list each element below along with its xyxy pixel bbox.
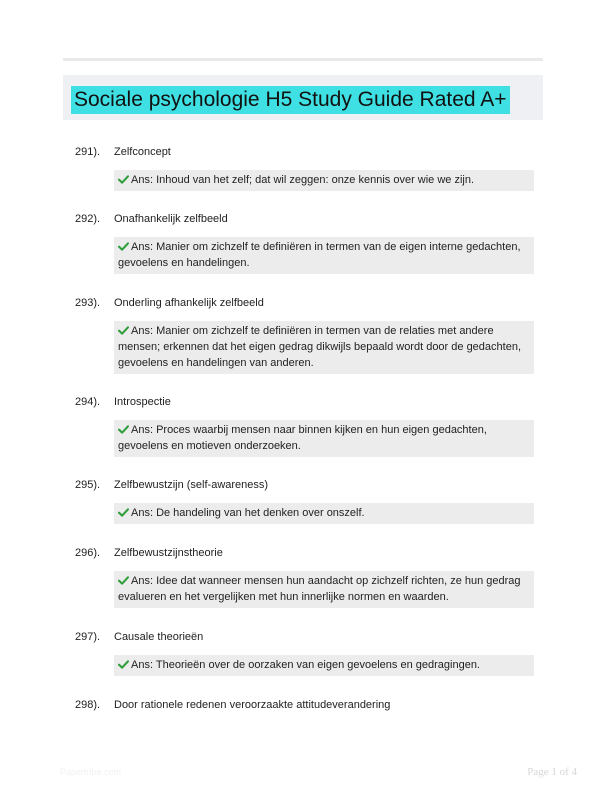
answer-box <box>114 170 534 191</box>
check-icon <box>118 242 129 251</box>
item-number: 297). <box>75 631 101 643</box>
item-term: Onafhankelijk zelfbeeld <box>114 213 228 225</box>
answer-text: Ans: Proces waarbij mensen naar binnen kijken en hun eigen gedachten, gevoelens en motieven onderzoeken. <box>118 424 487 452</box>
answer-box <box>114 420 534 457</box>
check-icon <box>118 660 129 669</box>
item-term: Zelfconcept <box>114 146 171 158</box>
item-number: 294). <box>75 396 101 408</box>
answer-text: Ans: Inhoud van het zelf; dat wil zeggen: onze kennis over wie we zijn. <box>131 174 475 186</box>
item-term: Zelfbewustzijnstheorie <box>114 547 223 559</box>
footer-watermark: Papertribe.com <box>60 767 122 777</box>
check-icon <box>118 175 129 184</box>
check-icon <box>118 326 129 335</box>
item-term: Onderling afhankelijk zelfbeeld <box>114 297 264 309</box>
item-term: Introspectie <box>114 396 171 408</box>
answer-text: Ans: De handeling van het denken over onszelf. <box>131 507 365 519</box>
item-term: Zelfbewustzijn (self-awareness) <box>114 479 269 491</box>
item-number: 298). <box>75 699 101 711</box>
item-term: Door rationele redenen veroorzaakte attitudeverandering <box>114 699 391 711</box>
item-number: 293). <box>75 297 101 309</box>
answer-text: Ans: Manier om zichzelf te definiëren in termen van de relaties met andere mensen; erkennen dat het eigen gedrag dikwijls bepaald wordt door de gedachten, gevoelens en handelingen van anderen. <box>118 325 521 369</box>
check-icon <box>118 425 129 434</box>
answer-box <box>114 503 534 524</box>
item-number: 295). <box>75 479 101 491</box>
answer-text: Ans: Theorieën over de oorzaken van eigen gevoelens en gedragingen. <box>131 659 480 671</box>
item-number: 291). <box>75 146 101 158</box>
item-number: 292). <box>75 213 101 225</box>
document-title: Sociale psychologie H5 Study Guide Rated A+ <box>71 86 510 114</box>
answer-box <box>114 321 534 374</box>
answer-box <box>114 571 534 608</box>
item-number: 296). <box>75 547 101 559</box>
answer-box <box>114 655 534 676</box>
answer-box <box>114 237 534 274</box>
check-icon <box>118 508 129 517</box>
page-indicator: Page 1 of 4 <box>527 766 577 778</box>
answer-text: Ans: Manier om zichzelf te definiëren in termen van de eigen interne gedachten, gevoelens en handelingen. <box>118 241 521 269</box>
answer-text: Ans: Idee dat wanneer mensen hun aandacht op zichzelf richten, ze hun gedrag evalueren en het vergelijken met hun innerlijke normen en waarden. <box>118 575 521 603</box>
item-term: Causale theorieën <box>114 631 204 643</box>
top-rule <box>63 58 543 61</box>
check-icon <box>118 576 129 585</box>
